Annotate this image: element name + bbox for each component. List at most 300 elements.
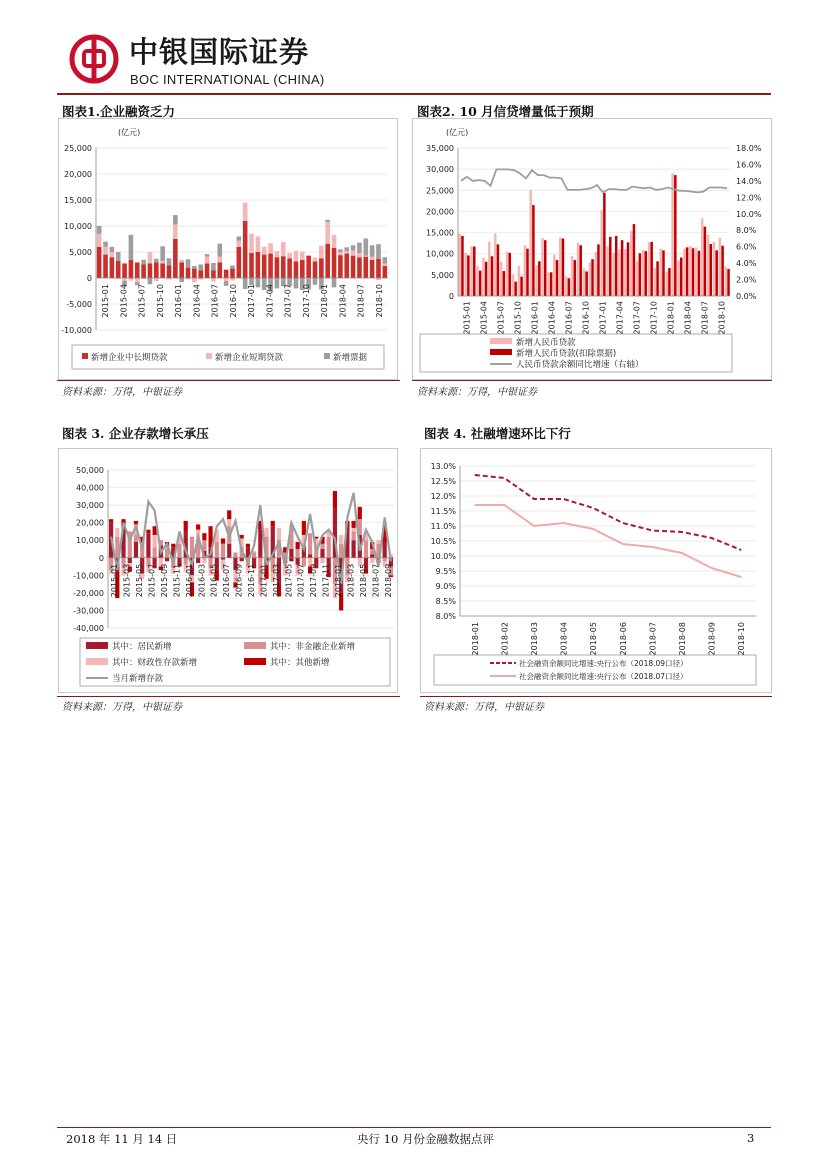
y2-tick-label: 4.0% <box>736 259 757 269</box>
bar <box>97 234 102 247</box>
bar <box>639 253 642 296</box>
bar <box>186 259 191 267</box>
bar <box>313 278 318 285</box>
bar <box>692 248 695 296</box>
bar <box>179 260 184 263</box>
bar <box>485 262 488 296</box>
bar <box>256 252 261 278</box>
bar <box>230 269 235 278</box>
bar <box>701 218 704 296</box>
bar <box>262 255 267 278</box>
bar <box>103 242 108 247</box>
bar <box>320 549 324 558</box>
bar <box>184 558 188 565</box>
x-tick-label: 2015-10 <box>155 284 165 318</box>
y-tick-label: 0 <box>448 292 454 301</box>
bar <box>339 544 343 558</box>
bar <box>624 249 627 296</box>
bar <box>249 234 254 253</box>
bar <box>698 251 701 296</box>
bar <box>177 544 181 558</box>
bar <box>357 253 362 257</box>
chart2-svg <box>412 118 772 380</box>
bar <box>650 242 653 296</box>
bar <box>627 242 630 296</box>
bar <box>296 542 300 549</box>
y-tick-label: 30,000 <box>426 165 454 175</box>
footer-rule <box>57 1127 771 1128</box>
bar <box>275 251 280 257</box>
bar <box>518 266 521 296</box>
bar <box>287 258 292 278</box>
bar <box>110 252 115 257</box>
y-tick-label: 15,000 <box>426 228 454 238</box>
x-tick-label: 2017-09 <box>309 563 319 598</box>
bar <box>179 262 184 278</box>
bar <box>233 553 237 558</box>
legend-swatch <box>490 349 512 355</box>
bar <box>376 244 381 259</box>
bar <box>568 278 571 296</box>
legend-label: 其中：非金融企业新增 <box>270 642 356 652</box>
x-tick-label: 2017-11 <box>321 563 331 598</box>
y-tick-label: 20,000 <box>64 170 92 179</box>
bar <box>313 261 318 278</box>
bar <box>671 173 674 296</box>
bar <box>116 261 121 278</box>
bar <box>695 247 698 296</box>
x-tick-label: 2016-07 <box>564 301 574 335</box>
bank-logo-icon <box>69 34 119 84</box>
x-tick-label: 2018-07 <box>371 563 381 598</box>
source-rule-1 <box>57 380 400 381</box>
bar <box>198 264 203 270</box>
bar <box>135 262 140 278</box>
legend-label: 其中：其他新增 <box>270 658 330 668</box>
bar <box>589 263 592 296</box>
bar <box>597 244 600 296</box>
bar <box>97 247 102 278</box>
y2-tick-label: 2.0% <box>736 275 757 285</box>
bar <box>488 242 491 296</box>
x-tick-label: 2015-04 <box>119 284 129 318</box>
x-tick-label: 2015-01 <box>462 301 472 335</box>
bar <box>196 558 200 563</box>
bar <box>559 238 562 296</box>
footer-doc-title: 央行 10 月份金融数据点评 <box>357 1132 494 1146</box>
bar <box>574 260 577 296</box>
bar <box>376 259 381 278</box>
bar <box>177 558 181 563</box>
bar <box>482 258 485 296</box>
bar <box>618 249 621 296</box>
bar <box>600 210 603 296</box>
source-rule-3 <box>57 696 400 697</box>
legend-swatch <box>206 353 212 359</box>
bar <box>294 278 299 288</box>
bar <box>585 271 588 296</box>
bar <box>110 247 115 252</box>
legend-swatch <box>86 642 108 649</box>
bar <box>351 521 355 528</box>
chart4-source: 资料来源：万得，中银证券 <box>424 702 544 713</box>
bar <box>221 538 225 543</box>
y-tick-label: 20,000 <box>426 207 454 217</box>
bar <box>320 558 324 563</box>
bar <box>645 251 648 296</box>
chart4-caption: 图表 4. 社融增速环比下行 <box>424 426 571 441</box>
y-tick-label: -10,000 <box>61 326 92 335</box>
bar <box>192 278 197 282</box>
bar <box>606 247 609 296</box>
bar <box>165 558 169 562</box>
footer-page-number: 3 <box>747 1131 755 1145</box>
bar <box>547 272 550 296</box>
legend-swatch <box>244 642 266 649</box>
y-tick-label: 11.0% <box>430 522 456 531</box>
bar <box>654 268 657 296</box>
bar <box>514 282 517 296</box>
x-tick-label: 2017-04 <box>615 301 625 335</box>
bar <box>277 528 281 540</box>
x-tick-label: 2018-10 <box>717 301 727 335</box>
bar <box>630 231 633 296</box>
x-tick-label: 2015-10 <box>513 301 523 335</box>
bar <box>344 247 349 251</box>
bar <box>520 277 523 296</box>
bar <box>363 238 368 255</box>
bar <box>674 175 677 296</box>
bar <box>325 220 330 222</box>
bar <box>160 246 165 261</box>
bar <box>707 235 710 296</box>
bar <box>153 547 157 558</box>
bar <box>683 249 686 296</box>
bar <box>479 271 482 296</box>
bar <box>550 272 553 296</box>
bar <box>595 252 598 296</box>
bar <box>370 245 375 256</box>
x-tick-label: 2018-04 <box>338 284 348 318</box>
bar <box>116 252 121 261</box>
bar <box>129 235 134 260</box>
bar <box>281 242 286 256</box>
bar <box>252 553 256 558</box>
bar <box>281 256 286 278</box>
bar <box>319 258 324 278</box>
bar <box>205 254 210 257</box>
y-tick-label: -10,000 <box>73 571 104 581</box>
bar <box>153 535 157 547</box>
bar <box>376 540 380 544</box>
bar <box>351 540 355 558</box>
chart4-svg <box>420 448 772 693</box>
x-tick-label: 2015-07 <box>137 284 147 318</box>
bar <box>612 253 615 296</box>
x-tick-label: 2018-02 <box>500 622 510 656</box>
bar <box>713 242 716 296</box>
bar <box>148 278 153 284</box>
bar <box>577 243 580 296</box>
y-tick-label: -40,000 <box>73 624 104 633</box>
bar <box>256 278 261 287</box>
bar <box>725 267 728 296</box>
chart3-caption: 图表 3. 企业存款增长承压 <box>62 426 209 441</box>
x-tick-label: 2016-04 <box>192 284 202 318</box>
bar <box>680 258 683 296</box>
y-tick-label: 5,000 <box>431 270 454 280</box>
bar <box>167 258 172 265</box>
x-tick-label: 2018-09 <box>383 563 393 598</box>
legend-label: 其中：财政性存款新增 <box>112 658 198 668</box>
bar <box>230 278 235 281</box>
bar <box>494 233 497 296</box>
x-tick-label: 2018-10 <box>374 284 384 318</box>
bar <box>192 266 197 269</box>
bar <box>227 519 231 526</box>
bar <box>351 531 355 540</box>
bar <box>115 528 119 537</box>
bar <box>357 257 362 278</box>
bar <box>338 252 343 255</box>
bar <box>509 253 512 296</box>
bar <box>325 244 330 278</box>
bar <box>476 266 479 296</box>
bar <box>541 238 544 296</box>
y-tick-label: 30,000 <box>76 501 104 511</box>
x-tick-label: 2017-07 <box>283 284 293 318</box>
y-tick-label: 8.5% <box>435 597 456 606</box>
x-tick-label: 2018-06 <box>618 622 628 656</box>
bar <box>339 535 343 544</box>
bar <box>351 250 356 255</box>
bar <box>621 240 624 296</box>
bar <box>710 244 713 296</box>
x-tick-label: 2017-01 <box>598 301 608 335</box>
bar <box>215 542 219 558</box>
bar <box>470 246 473 296</box>
x-tick-label: 2016-03 <box>197 563 207 598</box>
bar <box>467 255 470 296</box>
bar <box>363 257 368 278</box>
y-tick-label: -5,000 <box>66 300 92 309</box>
bar <box>237 236 242 240</box>
bar <box>205 263 210 278</box>
bar <box>603 193 606 296</box>
x-tick-label: 2015-01 <box>110 563 120 598</box>
bar <box>275 278 280 288</box>
bar <box>636 261 639 296</box>
legend-swatch <box>86 658 108 665</box>
bar <box>656 261 659 296</box>
bar <box>109 519 113 523</box>
bar <box>503 271 506 296</box>
bar <box>553 255 556 296</box>
bar <box>128 558 132 563</box>
bar <box>665 271 668 296</box>
legend-swatch <box>82 353 88 359</box>
bar <box>313 258 318 262</box>
bar <box>256 236 261 252</box>
y-tick-label: 0 <box>98 553 104 563</box>
x-tick-label: 2018-03 <box>530 622 539 656</box>
y2-tick-label: 12.0% <box>736 193 762 203</box>
bar <box>240 558 244 562</box>
bar <box>320 544 324 549</box>
bar <box>289 549 293 558</box>
bar <box>383 257 388 263</box>
bar <box>294 261 299 278</box>
x-tick-label: 2017-10 <box>301 284 311 318</box>
bar <box>160 263 165 278</box>
x-tick-label: 2015-03 <box>122 563 132 598</box>
legend-label: 社会融资余额同比增速:央行公布（2018.09口径） <box>519 659 688 668</box>
bar <box>184 521 188 532</box>
x-tick-label: 2016-07 <box>222 563 232 598</box>
y-tick-label: 10,000 <box>76 536 104 546</box>
bar <box>526 249 529 296</box>
x-tick-label: 2015-09 <box>159 563 169 598</box>
bar <box>344 254 349 278</box>
x-tick-label: 2016-01 <box>174 284 184 318</box>
bar <box>221 544 225 558</box>
bar <box>141 264 146 278</box>
bar <box>532 205 535 296</box>
x-tick-label: 2016-01 <box>530 301 540 335</box>
bar <box>704 227 707 296</box>
y-tick-label: 10.5% <box>430 537 456 546</box>
bar <box>719 238 722 296</box>
bar <box>306 256 311 278</box>
bar <box>275 257 280 278</box>
bar <box>154 278 159 281</box>
x-tick-label: 2016-04 <box>547 301 557 335</box>
y-tick-label: 40,000 <box>76 483 104 493</box>
x-tick-label: 2017-07 <box>632 301 642 335</box>
bar <box>135 278 140 282</box>
bar <box>319 246 324 258</box>
bar <box>383 542 387 558</box>
bar <box>689 246 692 296</box>
bar <box>211 263 216 270</box>
x-tick-label: 2015-07 <box>496 301 506 335</box>
legend-label: 新增企业中长期贷款 <box>91 353 168 363</box>
bar <box>294 251 299 261</box>
bar <box>268 254 273 278</box>
bar <box>668 268 671 296</box>
bar <box>198 270 203 278</box>
y-tick-label: 20,000 <box>76 518 104 528</box>
x-tick-label: 2018-07 <box>648 622 658 656</box>
bar <box>205 257 210 264</box>
legend-label: 新增人民币贷款(扣除票据) <box>516 349 617 359</box>
bar <box>497 244 500 296</box>
x-tick-label: 2015-01 <box>101 284 111 318</box>
chart2-source: 资料来源：万得，中银证券 <box>417 387 537 398</box>
bar <box>224 281 229 286</box>
x-tick-label: 2017-07 <box>296 563 306 598</box>
y-tick-label: -20,000 <box>73 588 104 598</box>
y2-tick-label: 0.0% <box>736 292 757 301</box>
bar <box>363 256 368 257</box>
x-tick-label: 2015-07 <box>147 563 157 598</box>
brand-name-cn: 中银国际证券 <box>129 35 310 69</box>
bar <box>217 244 222 257</box>
y2-tick-label: 6.0% <box>736 242 757 252</box>
bar <box>192 269 197 278</box>
bar <box>134 542 138 558</box>
bar <box>217 257 222 263</box>
bar <box>332 235 337 248</box>
bar <box>129 260 134 278</box>
bar <box>196 524 200 529</box>
y-tick-label: 13.0% <box>430 462 456 471</box>
bar <box>383 266 388 278</box>
bar <box>154 262 159 278</box>
legend-label: 社会融资余额同比增速:央行公布（2018.07口径） <box>519 672 688 681</box>
bar <box>134 535 138 542</box>
bar <box>211 270 216 278</box>
source-rule-4 <box>420 696 772 697</box>
bar <box>268 243 273 253</box>
chart3-svg <box>58 448 398 693</box>
y-tick-label: -30,000 <box>73 606 104 616</box>
bar <box>351 256 356 278</box>
bar <box>179 278 184 282</box>
bar <box>459 234 462 296</box>
bar <box>538 261 541 296</box>
bar <box>173 239 178 278</box>
legend-swatch <box>244 658 266 665</box>
bar <box>146 530 150 534</box>
bar <box>224 278 229 281</box>
bar <box>308 554 312 558</box>
y-tick-label: 25,000 <box>64 144 92 153</box>
x-tick-label: 2015-11 <box>172 563 182 598</box>
bar <box>677 260 680 296</box>
legend-swatch <box>324 353 330 359</box>
bar <box>327 537 331 558</box>
bar <box>579 245 582 296</box>
y2-tick-label: 14.0% <box>736 176 762 186</box>
y-tick-label: 15,000 <box>64 196 92 205</box>
y2-tick-label: 10.0% <box>736 209 762 219</box>
bar <box>571 256 574 296</box>
y-tick-label: 10,000 <box>426 249 454 259</box>
x-tick-label: 2017-10 <box>649 301 659 335</box>
y2-tick-label: 16.0% <box>736 160 762 170</box>
bar <box>148 263 153 278</box>
x-tick-label: 2018-03 <box>346 563 356 598</box>
bar <box>296 549 300 558</box>
y-tick-label: 10.0% <box>430 552 456 561</box>
bar <box>237 247 242 278</box>
bar <box>556 260 559 296</box>
bar <box>332 278 337 287</box>
bar <box>224 270 229 278</box>
legend-label: 人民币贷款余额同比增速（右轴） <box>516 360 644 370</box>
chart3-source: 资料来源：万得，中银证券 <box>62 702 182 713</box>
bar <box>544 240 547 296</box>
bar <box>383 558 387 562</box>
bar <box>351 245 356 250</box>
bar <box>383 263 388 266</box>
bar <box>686 247 689 296</box>
bar <box>243 203 248 221</box>
bar <box>271 521 275 526</box>
y-tick-label: 11.5% <box>430 507 456 516</box>
legend-label: 当月新增存款 <box>112 674 164 684</box>
